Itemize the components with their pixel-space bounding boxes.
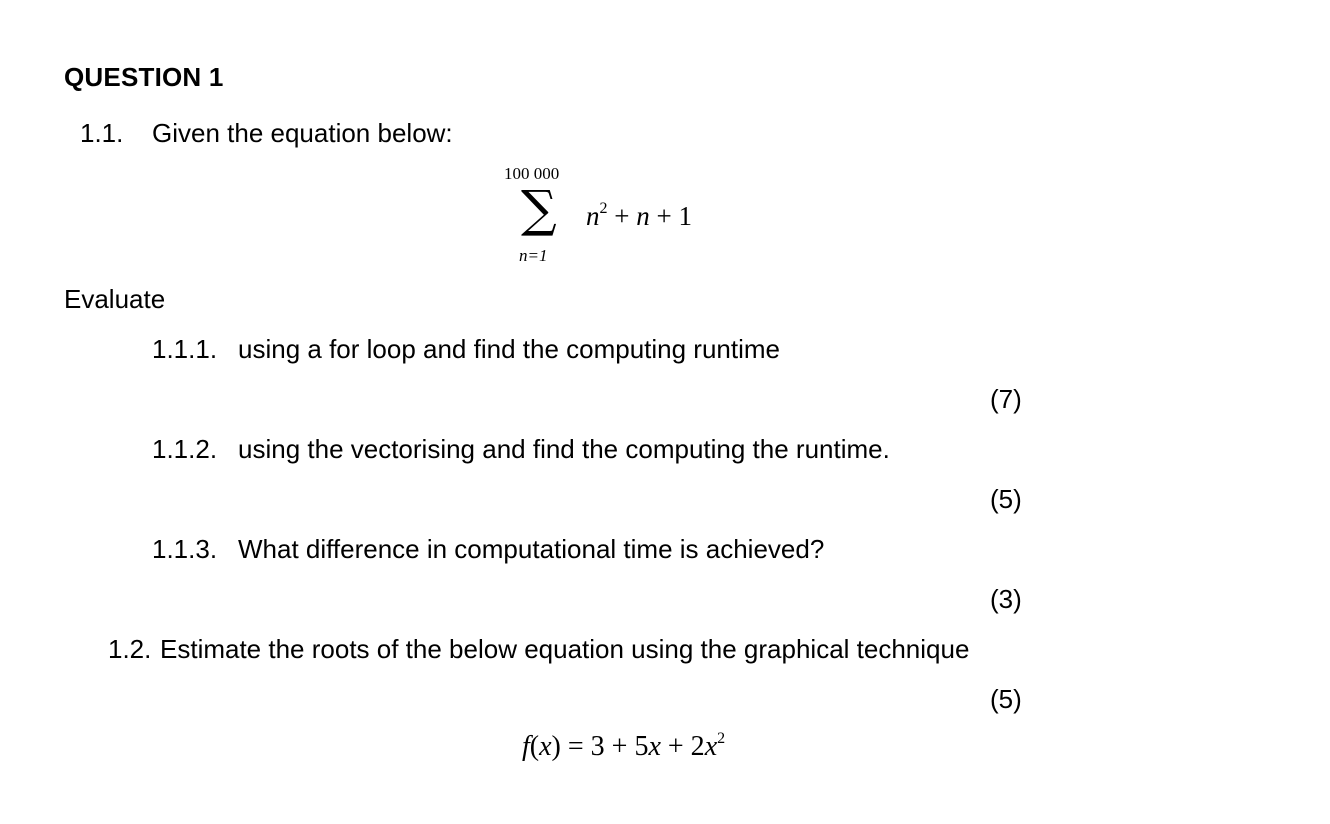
function-linear-x: x	[648, 731, 661, 762]
summand-n-linear: n	[636, 201, 650, 231]
question-heading: QUESTION 1	[64, 62, 224, 92]
function-equation	[522, 730, 725, 763]
summand-constant: + 1	[649, 201, 692, 231]
function-name: f	[522, 731, 530, 762]
question-1-1-number: 1.1.	[80, 118, 124, 148]
subquestion-1-1-2	[152, 434, 890, 465]
subquestion-number: 1.1.2.	[152, 434, 218, 464]
question-1-1	[80, 118, 453, 149]
evaluate-label: Evaluate	[64, 284, 166, 314]
summation-upper-limit: 100 000	[504, 164, 560, 183]
summation-equation	[498, 160, 738, 270]
question-1-2-number: 1.2.	[108, 634, 152, 664]
marks-1-2: (5)	[990, 684, 1022, 714]
summand-n: n	[586, 201, 600, 231]
subquestion-text: using the vectorising and find the computing the runtime.	[238, 434, 890, 464]
function-exponent: 2	[717, 730, 726, 747]
function-rhs-part1: ) = 3 + 5	[551, 731, 649, 762]
sigma-symbol: ∑	[521, 180, 557, 238]
function-open-paren: (	[529, 731, 540, 762]
summation-body	[586, 200, 692, 232]
marks-1-1-1: (7)	[990, 384, 1022, 414]
question-1-2-text: Estimate the roots of the below equation using the graphical technique	[160, 634, 970, 664]
question-1-2	[108, 634, 969, 665]
summation-lower-limit: n=1	[519, 246, 548, 265]
subquestion-1-1-3	[152, 534, 824, 565]
question-1-1-text: Given the equation below:	[152, 118, 453, 148]
subquestion-number: 1.1.3.	[152, 534, 218, 564]
marks-1-1-3: (3)	[990, 584, 1022, 614]
subquestion-number: 1.1.1.	[152, 334, 218, 364]
summand-exponent: 2	[599, 200, 608, 217]
function-quadratic-x: x	[704, 731, 718, 762]
function-rhs-part2: + 2	[660, 731, 705, 762]
marks-1-1-2: (5)	[990, 484, 1022, 514]
subquestion-1-1-1	[152, 334, 780, 365]
function-arg: x	[539, 731, 552, 762]
subquestion-text: What difference in computational time is achieved?	[238, 534, 825, 564]
subquestion-text: using a for loop and find the computing runtime	[238, 334, 781, 364]
summand-plus: +	[607, 201, 637, 231]
